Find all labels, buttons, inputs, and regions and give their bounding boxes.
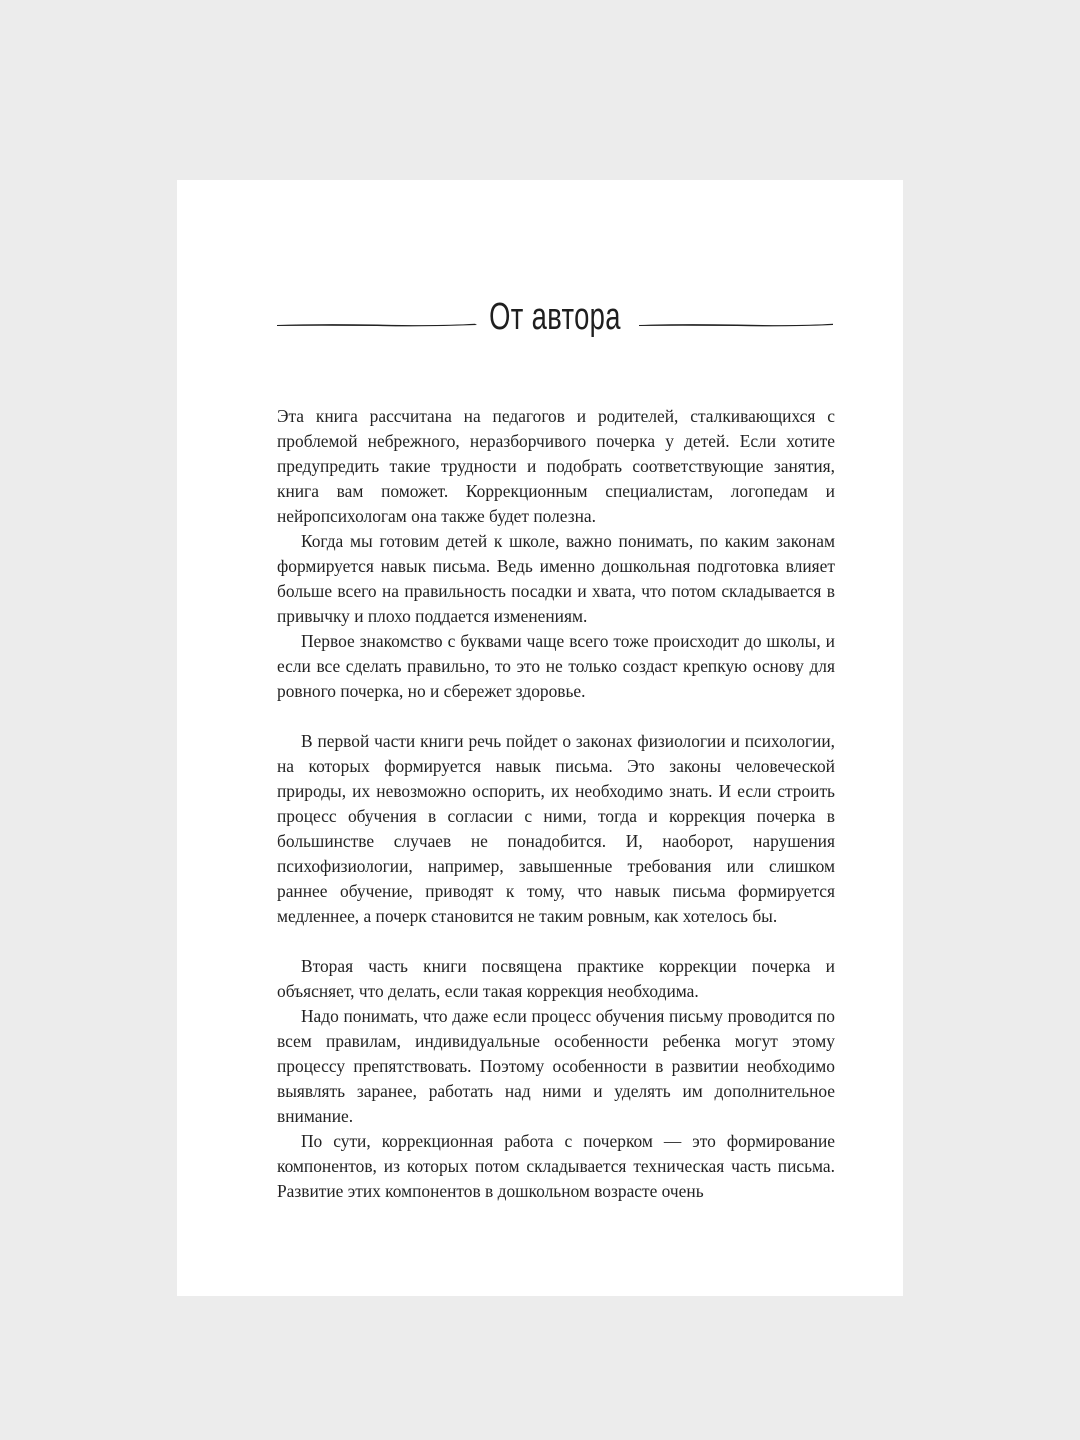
page-body	[277, 404, 835, 1204]
paragraph: Эта книга рассчитана на педагогов и родителей, сталкивающихся с проблемой небрежного, неразборчивого почерка у детей. Если хотите предупредить такие трудности и подобрать соответствующие занятия, книга вам поможет. Коррекционным специалистам, логопедам и нейропсихологам она также будет полезна.	[277, 406, 835, 526]
chapter-heading	[277, 292, 833, 342]
page-title: От автора	[489, 296, 621, 338]
paragraph: Первое знакомство с буквами чаще всего тоже происходит до школы, и если все сделать правильно, то это не только создаст крепкую основу для ровного почерка, но и сбережет здоровье.	[277, 631, 835, 701]
paragraph: Надо понимать, что даже если процесс обучения письму проводится по всем правилам, индивидуальные особенности ребенка могут этому процессу препятствовать. Поэтому особенности в развитии необходимо выявлять заранее, работать над ними и уделять им дополнительное внимание.	[277, 1006, 835, 1126]
paragraph: По сути, коррекционная работа с почерком — это формирование компонентов, из которых потом складывается техническая часть письма. Развитие этих компонентов в дошкольном возрасте очень	[277, 1131, 835, 1201]
paragraph: Когда мы готовим детей к школе, важно понимать, по каким законам формируется навык письма. Ведь именно дошкольная подготовка влияет больше всего на правильность посадки и хвата, что потом складывается в привычку и плохо поддается изменениям.	[277, 531, 835, 626]
book-page	[177, 180, 903, 1296]
paragraph: Вторая часть книги посвящена практике коррекции почерка и объясняет, что делать, если такая коррекция необходима.	[277, 956, 835, 1001]
paragraph: В первой части книги речь пойдет о законах физиологии и психологии, на которых формируется навык письма. Это законы человеческой природы, их невозможно оспорить, их необходимо знать. И если строить процесс обучения в согласии с ними, тогда и коррекция почерка в большинстве случаев не понадобится. И, наоборот, нарушения психофизиологии, например, завышенные требования или слишком раннее обучение, приводят к тому, что навык письма формируется медленнее, а почерк становится не таким ровным, как хотелось бы.	[277, 731, 835, 926]
